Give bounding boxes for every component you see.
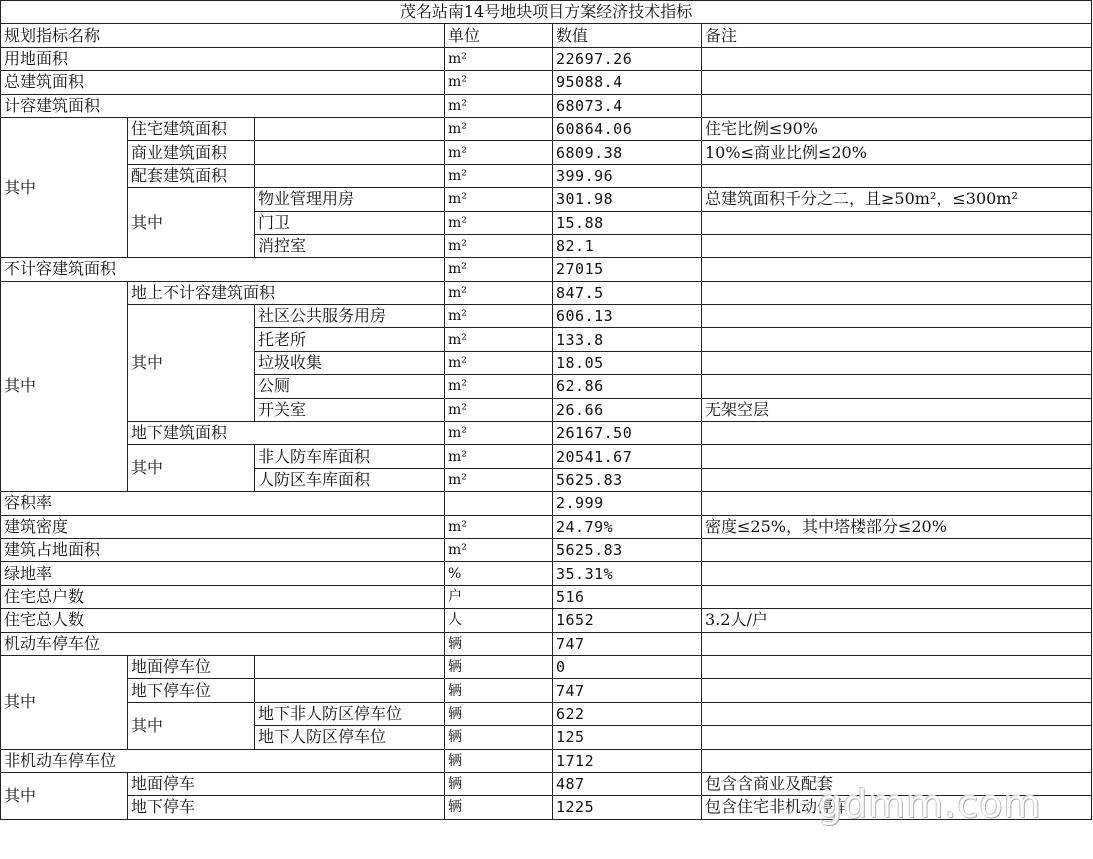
table-row	[1, 562, 1092, 585]
table-row	[1, 609, 1092, 632]
row-note	[702, 679, 1092, 702]
row-note	[702, 538, 1092, 561]
group-label-far: 其中	[1, 117, 128, 257]
row-note: 10%≤商业比例≤20%	[702, 141, 1092, 164]
table-row	[1, 258, 1092, 281]
row-value: 1225	[553, 796, 702, 819]
row-label: 住宅建筑面积	[128, 117, 255, 140]
row-unit: 户	[445, 585, 553, 608]
row-label: 消控室	[255, 234, 445, 257]
table-row	[1, 796, 1092, 819]
row-value: 26167.50	[553, 422, 702, 445]
header-name: 规划指标名称	[1, 24, 445, 47]
row-unit: m²	[445, 515, 553, 538]
row-note	[702, 445, 1092, 468]
row-label: 垃圾收集	[255, 351, 445, 374]
table-row	[1, 492, 1092, 515]
row-note	[702, 94, 1092, 117]
subgroup-label-car: 其中	[128, 702, 255, 749]
row-label: 地下停车位	[128, 679, 255, 702]
row-value: 5625.83	[553, 538, 702, 561]
row-note: 包含含商业及配套	[702, 772, 1092, 795]
row-label: 计容建筑面积	[1, 94, 445, 117]
row-value: 20541.67	[553, 445, 702, 468]
header-row	[1, 24, 1092, 47]
row-unit: m²	[445, 375, 553, 398]
row-value: 35.31%	[553, 562, 702, 585]
row-label: 配套建筑面积	[128, 164, 255, 187]
subgroup-label-supporting: 其中	[128, 188, 255, 258]
row-value: 0	[553, 655, 702, 678]
row-value: 62.86	[553, 375, 702, 398]
row-unit: m²	[445, 117, 553, 140]
row-label: 门卫	[255, 211, 445, 234]
row-unit: m²	[445, 422, 553, 445]
group-label-car: 其中	[1, 655, 128, 749]
row-label: 人防区车库面积	[255, 468, 445, 491]
row-unit: 辆	[445, 702, 553, 725]
row-value: 82.1	[553, 234, 702, 257]
table-row	[1, 655, 1092, 678]
row-label: 开关室	[255, 398, 445, 421]
table-row	[1, 117, 1092, 140]
row-value: 6809.38	[553, 141, 702, 164]
row-label: 用地面积	[1, 47, 445, 70]
empty-cell	[255, 655, 445, 678]
row-label: 不计容建筑面积	[1, 258, 445, 281]
subgroup-label-above: 其中	[128, 305, 255, 422]
table-row	[1, 71, 1092, 94]
row-value: 2.999	[553, 492, 702, 515]
row-label: 机动车停车位	[1, 632, 445, 655]
row-unit: m²	[445, 47, 553, 70]
table-row	[1, 94, 1092, 117]
row-label: 建筑密度	[1, 515, 445, 538]
group-label-bike: 其中	[1, 772, 128, 819]
row-value: 68073.4	[553, 94, 702, 117]
row-unit: m²	[445, 141, 553, 164]
row-value: 95088.4	[553, 71, 702, 94]
title-row	[1, 1, 1092, 24]
row-unit: 辆	[445, 796, 553, 819]
row-note	[702, 492, 1092, 515]
row-unit: m²	[445, 94, 553, 117]
row-note: 住宅比例≤90%	[702, 117, 1092, 140]
row-value: 606.13	[553, 305, 702, 328]
table-row	[1, 585, 1092, 608]
watermark-text: gdmm.com	[818, 782, 1042, 826]
empty-cell	[255, 141, 445, 164]
row-label: 托老所	[255, 328, 445, 351]
row-value: 24.79%	[553, 515, 702, 538]
row-value: 125	[553, 726, 702, 749]
row-label: 容积率	[1, 492, 445, 515]
row-note	[702, 71, 1092, 94]
row-unit: 辆	[445, 655, 553, 678]
row-value: 399.96	[553, 164, 702, 187]
row-note	[702, 632, 1092, 655]
table-row	[1, 188, 1092, 211]
row-label: 地上不计容建筑面积	[128, 281, 445, 304]
row-note	[702, 164, 1092, 187]
row-unit: 人	[445, 609, 553, 632]
row-value: 5625.83	[553, 468, 702, 491]
row-note	[702, 234, 1092, 257]
table-row	[1, 515, 1092, 538]
table-row	[1, 679, 1092, 702]
row-note	[702, 328, 1092, 351]
row-unit: %	[445, 562, 553, 585]
row-label: 地下非人防区停车位	[255, 702, 445, 725]
row-note: 总建筑面积千分之二，且≥50m²，≤300m²	[702, 188, 1092, 211]
row-note	[702, 258, 1092, 281]
row-unit: m²	[445, 71, 553, 94]
empty-cell	[255, 117, 445, 140]
row-unit: m²	[445, 281, 553, 304]
row-unit: m²	[445, 468, 553, 491]
row-note	[702, 562, 1092, 585]
table-row	[1, 632, 1092, 655]
row-value: 18.05	[553, 351, 702, 374]
row-unit: 辆	[445, 679, 553, 702]
row-value: 487	[553, 772, 702, 795]
table-row	[1, 538, 1092, 561]
row-note	[702, 281, 1092, 304]
table-row	[1, 702, 1092, 725]
row-label: 地下停车	[128, 796, 445, 819]
row-value: 622	[553, 702, 702, 725]
row-value: 847.5	[553, 281, 702, 304]
row-label: 地下建筑面积	[128, 422, 445, 445]
row-label: 地面停车	[128, 772, 445, 795]
row-note	[702, 422, 1092, 445]
row-label: 地面停车位	[128, 655, 255, 678]
row-note	[702, 47, 1092, 70]
table-row	[1, 445, 1092, 468]
row-label: 建筑占地面积	[1, 538, 445, 561]
row-value: 1712	[553, 749, 702, 772]
header-note: 备注	[702, 24, 1092, 47]
row-label: 地下人防区停车位	[255, 726, 445, 749]
row-unit: m²	[445, 234, 553, 257]
table-row	[1, 141, 1092, 164]
row-note	[702, 655, 1092, 678]
row-unit: m²	[445, 351, 553, 374]
row-note	[702, 305, 1092, 328]
row-note	[702, 351, 1092, 374]
row-label: 公厕	[255, 375, 445, 398]
group-label-non-far: 其中	[1, 281, 128, 492]
row-label: 商业建筑面积	[128, 141, 255, 164]
row-unit: m²	[445, 164, 553, 187]
row-unit: m²	[445, 445, 553, 468]
row-note	[702, 585, 1092, 608]
row-value: 747	[553, 679, 702, 702]
subgroup-label-underground: 其中	[128, 445, 255, 492]
row-note: 3.2人/户	[702, 609, 1092, 632]
row-value: 22697.26	[553, 47, 702, 70]
row-value: 15.88	[553, 211, 702, 234]
table-row	[1, 281, 1092, 304]
row-value: 133.8	[553, 328, 702, 351]
row-label: 物业管理用房	[255, 188, 445, 211]
table-row	[1, 749, 1092, 772]
row-unit-empty	[445, 492, 553, 515]
table-row	[1, 305, 1092, 328]
row-unit: m²	[445, 258, 553, 281]
table-row	[1, 47, 1092, 70]
row-note: 包含住宅非机动停车	[702, 796, 1092, 819]
row-unit: m²	[445, 188, 553, 211]
empty-cell	[255, 164, 445, 187]
row-value: 516	[553, 585, 702, 608]
row-note	[702, 375, 1092, 398]
row-label: 非人防车库面积	[255, 445, 445, 468]
row-value: 747	[553, 632, 702, 655]
row-label: 住宅总户数	[1, 585, 445, 608]
row-value: 301.98	[553, 188, 702, 211]
row-label: 住宅总人数	[1, 609, 445, 632]
row-label: 非机动车停车位	[1, 749, 445, 772]
row-unit: m²	[445, 538, 553, 561]
row-note	[702, 726, 1092, 749]
row-unit: m²	[445, 305, 553, 328]
table-row	[1, 422, 1092, 445]
row-unit: m²	[445, 398, 553, 421]
table-row	[1, 772, 1092, 795]
row-value: 26.66	[553, 398, 702, 421]
row-note	[702, 749, 1092, 772]
header-unit: 单位	[445, 24, 553, 47]
row-unit: 辆	[445, 749, 553, 772]
row-label: 绿地率	[1, 562, 445, 585]
empty-cell	[255, 679, 445, 702]
row-unit: m²	[445, 328, 553, 351]
row-unit: 辆	[445, 726, 553, 749]
row-value: 1652	[553, 609, 702, 632]
table-row	[1, 164, 1092, 187]
row-unit: 辆	[445, 632, 553, 655]
row-value: 27015	[553, 258, 702, 281]
table-title: 茂名站南14号地块项目方案经济技术指标	[1, 1, 1092, 24]
header-value: 数值	[553, 24, 702, 47]
row-note	[702, 211, 1092, 234]
row-note	[702, 468, 1092, 491]
row-unit: m²	[445, 211, 553, 234]
row-note: 无架空层	[702, 398, 1092, 421]
row-value: 60864.06	[553, 117, 702, 140]
row-note: 密度≤25%，其中塔楼部分≤20%	[702, 515, 1092, 538]
row-label: 总建筑面积	[1, 71, 445, 94]
row-label: 社区公共服务用房	[255, 305, 445, 328]
row-note	[702, 702, 1092, 725]
row-unit: 辆	[445, 772, 553, 795]
